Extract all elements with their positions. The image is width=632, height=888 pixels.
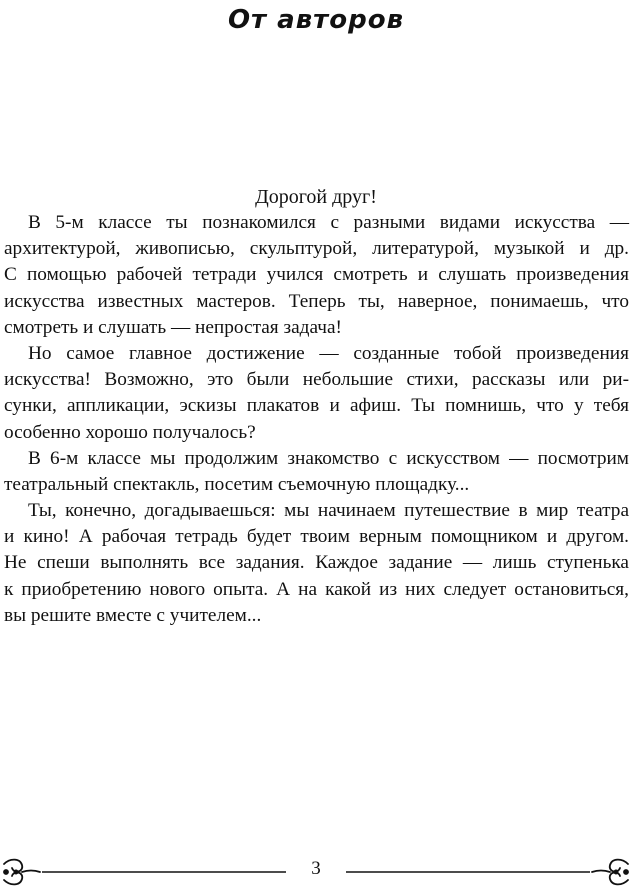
right-flourish-ornament-icon — [592, 860, 628, 885]
text-line: искусства! Возможно, это были небольшие стихи, рассказы или ри- — [4, 369, 629, 391]
text-line: театральный спектакль, посетим съемочную площадку... — [4, 473, 470, 495]
text-line: С помощью рабочей тетради учился смотреть и слушать произведения — [4, 264, 629, 286]
text-line: и кино! А рабочая тетрадь будет твоим верным помощником и другом. — [4, 526, 629, 548]
text-line: особенно хорошо получалось? — [4, 421, 256, 443]
text-line: искусства известных мастеров. Теперь ты, наверное, понимаешь, что — [4, 290, 629, 312]
greeting: Дорогой друг! — [255, 186, 377, 208]
text-line: смотреть и слушать — непростая задача! — [4, 316, 342, 338]
text-line: В 5-м классе ты познакомился с разными видами искусства — — [28, 212, 629, 233]
text-line: архитектурой, живописью, скульптурой, литературой, музыкой и др. — [4, 238, 629, 260]
text-line: сунки, аппликации, эскизы плакатов и афиш. Ты помнишь, что у тебя — [4, 395, 629, 417]
text-line: вы решите вместе с учителем... — [4, 604, 262, 626]
body-text — [4, 210, 629, 629]
text-line: В 6-м классе мы продолжим знакомство с искусством — посмотрим — [28, 447, 629, 469]
page-number: 3 — [311, 858, 321, 879]
text-line: Ты, конечно, догадываешься: мы начинаем путешествие в мир театра — [28, 500, 629, 522]
left-flourish-ornament-icon — [4, 860, 40, 885]
text-line: Не спеши выполнять все задания. Каждое задание — лишь ступенька — [4, 552, 629, 574]
text-line: Но самое главное достижение — созданные тобой произведения — [28, 342, 629, 364]
page-title: От авторов — [227, 5, 405, 35]
text-line: к приобретению нового опыта. А на какой из них следует остановиться, — [4, 578, 629, 600]
